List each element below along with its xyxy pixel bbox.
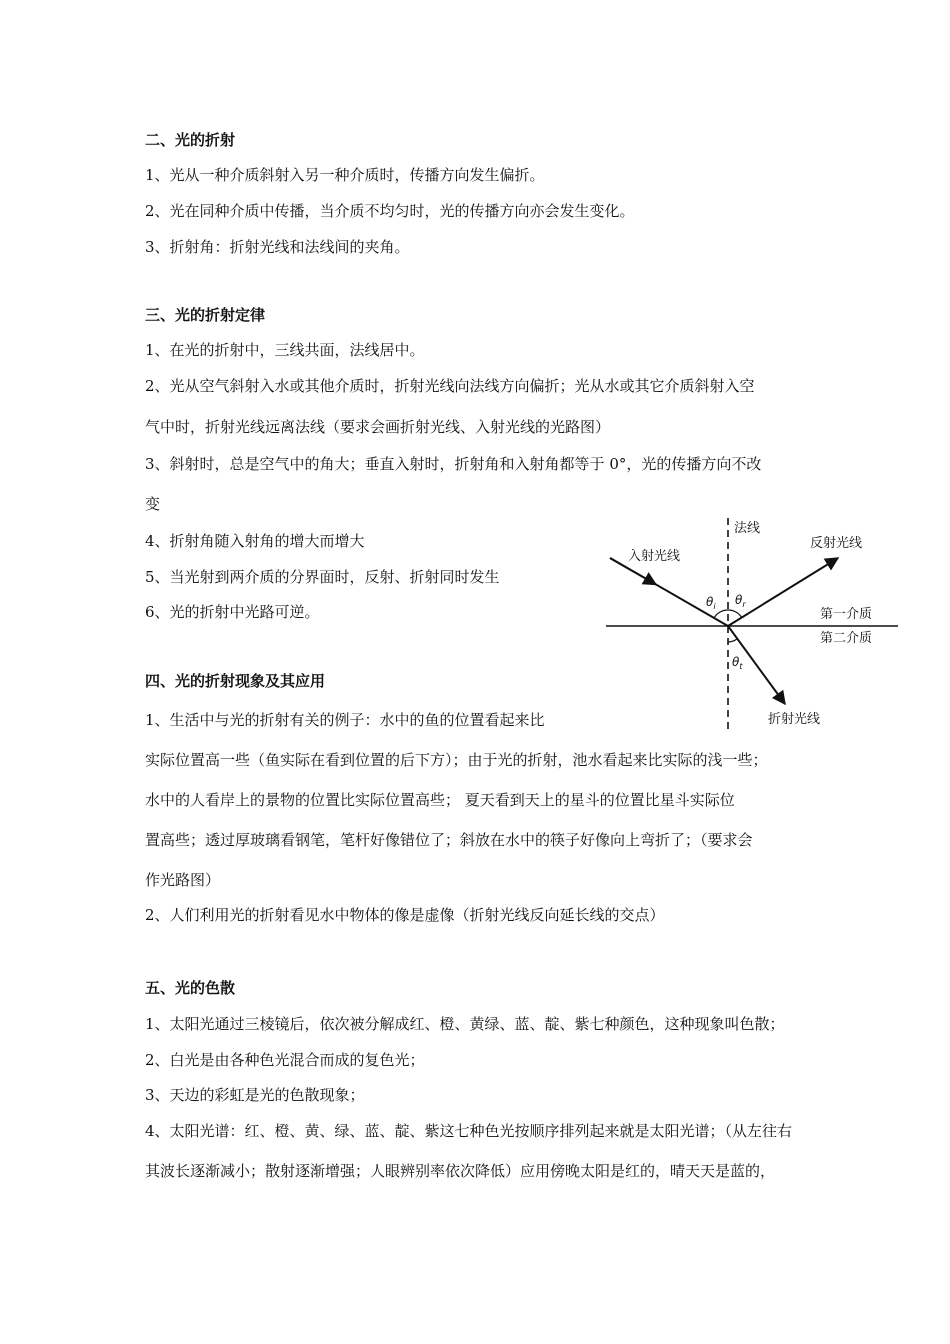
- list-item: 4、折射角随入射角的增大而增大: [145, 532, 365, 550]
- list-item: 1、生活中与光的折射有关的例子：水中的鱼的位置看起来比: [145, 711, 545, 729]
- theta-t-label: $\theta_t$: [732, 655, 743, 671]
- section-title-refraction-applications: 四、光的折射现象及其应用: [145, 672, 326, 690]
- theta-r-label: $\theta_r$: [735, 593, 746, 609]
- section-title-refraction: 二、光的折射: [145, 131, 236, 149]
- reflection-angle-arc: [728, 610, 742, 618]
- list-item: 3、折射角：折射光线和法线间的夹角。: [145, 238, 410, 256]
- list-item: 气中时，折射光线远离法线（要求会画折射光线、入射光线的光路图）: [145, 418, 611, 436]
- list-item: 3、天边的彩虹是光的色散现象；: [145, 1086, 365, 1104]
- list-item: 5、当光射到两介质的分界面时，反射、折射同时发生: [145, 568, 500, 586]
- list-item: 2、光从空气斜射入水或其他介质时，折射光线向法线方向偏折；光从水或其它介质斜射入空: [145, 377, 755, 395]
- list-item: 置高些；透过厚玻璃看钢笔，笔杆好像错位了；斜放在水中的筷子好像向上弯折了；（要求会: [145, 831, 753, 849]
- list-item: 变: [145, 495, 161, 513]
- refraction-angle-arc: [728, 639, 737, 642]
- incident-label: 入射光线: [628, 549, 681, 564]
- medium1-label: 第一介质: [820, 607, 873, 622]
- list-item: 1、太阳光通过三棱镜后，依次被分解成红、橙、黄绿、蓝、靛、紫七种颜色，这种现象叫色散；: [145, 1015, 785, 1033]
- list-item: 1、光从一种介质斜射入另一种介质时，传播方向发生偏折。: [145, 166, 545, 184]
- normal-label: 法线: [734, 521, 761, 536]
- list-item: 1、在光的折射中，三线共面，法线居中。: [145, 341, 425, 359]
- list-item: 3、斜射时，总是空气中的角大；垂直入射时，折射角和入射角都等于 0°，光的传播方向不改: [145, 455, 762, 473]
- list-item: 4、太阳光谱：红、橙、黄、绿、蓝、靛、紫这七种色光按顺序排列起来就是太阳光谱；（从左往右: [145, 1122, 793, 1140]
- list-item: 其波长逐渐减小；散射逐渐增强；人眼辨别率依次降低）应用傍晚太阳是红的，晴天天是蓝的，: [145, 1162, 776, 1180]
- section-title-dispersion: 五、光的色散: [145, 979, 236, 997]
- theta-i-label: $\theta_i$: [706, 595, 716, 611]
- section-title-refraction-law: 三、光的折射定律: [145, 306, 266, 324]
- medium2-label: 第二介质: [820, 631, 873, 646]
- list-item: 实际位置高一些（鱼实际在看到位置的后下方）；由于光的折射，池水看起来比实际的浅一些；: [145, 751, 768, 769]
- refracted-label: 折射光线: [768, 712, 821, 727]
- incidence-angle-arc: [714, 610, 728, 618]
- list-item: 2、光在同种介质中传播，当介质不均匀时，光的传播方向亦会发生变化。: [145, 202, 635, 220]
- list-item: 2、白光是由各种色光混合而成的复色光；: [145, 1051, 425, 1069]
- reflected-label: 反射光线: [810, 536, 863, 551]
- list-item: 水中的人看岸上的景物的位置比实际位置高些； 夏天看到天上的星斗的位置比星斗实际位: [145, 791, 735, 809]
- list-item: 6、光的折射中光路可逆。: [145, 603, 320, 621]
- refraction-diagram: [598, 518, 898, 730]
- list-item: 作光路图）: [145, 871, 221, 889]
- list-item: 2、人们利用光的折射看见水中物体的像是虚像（折射光线反向延长线的交点）: [145, 906, 665, 924]
